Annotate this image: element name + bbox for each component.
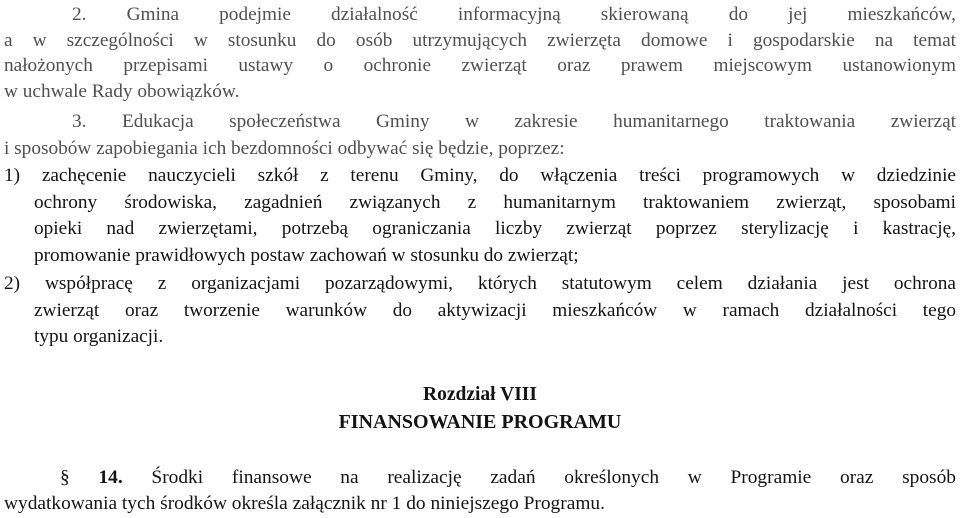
text-line: nałożonych przepisami ustawy o ochronie zwierząt oraz prawem miejscowym ustanowionym [4,55,956,76]
text-line: 2) współpracę z organizacjami pozarządowymi, których statutowym celem działania jest ochrona [4,273,956,294]
text-line: a w szczególności w stosunku do osób utrzymujących zwierzęta domowe i gospodarskie na temat [4,29,956,51]
section-number: 14. [98,467,123,488]
text-line: promowanie prawidłowych postaw zachowań w stosunku do zwierząt; [34,244,579,266]
paragraph-2 [4,2,956,104]
text-line: zwierząt oraz tworzenie warunków do aktywizacji mieszkańców w ramach działalności tego [34,299,956,321]
list-item-2 [4,271,956,351]
text-line: opieki nad zwierzętami, potrzebą ograniczania liczby zwierząt poprzez sterylizację i kastrację, [34,218,956,239]
text-line: ochrony środowiska, zagadnień związanych z humanitarnym traktowaniem zwierząt, sposobami [34,191,956,213]
text-line: Środki finansowe na realizację zadań określonych w Programie oraz sposób [151,467,956,488]
text-line: wydatkowania tych środków określa załącznik nr 1 do niniejszego Programu. [4,493,605,515]
paragraph-14 [4,465,956,517]
text-line: w uchwale Rady obowiązków. [4,80,240,102]
chapter-number: Rozdział VIII [423,384,537,405]
text-line: i sposobów zapobiegania ich bezdomności odbywać się będzie, poprzez: [4,137,565,159]
text-line: 3. Edukacja społeczeństwa Gminy w zakresie humanitarnego traktowania zwierząt [72,111,956,132]
chapter-title: FINANSOWANIE PROGRAMU [338,411,622,433]
list-item-1 [4,163,956,269]
text-line: typu organizacji. [34,326,164,347]
section-line [4,465,956,491]
paragraph-3 [4,109,956,162]
text-line: 2. Gmina podejmie działalność informacyjną skierowaną do jej mieszkańców, [72,4,956,25]
text-line: 1) zachęcenie nauczycieli szkół z terenu Gminy, do włączenia treści programowych w dziedzinie [4,165,956,186]
section-sign: § [60,467,70,488]
